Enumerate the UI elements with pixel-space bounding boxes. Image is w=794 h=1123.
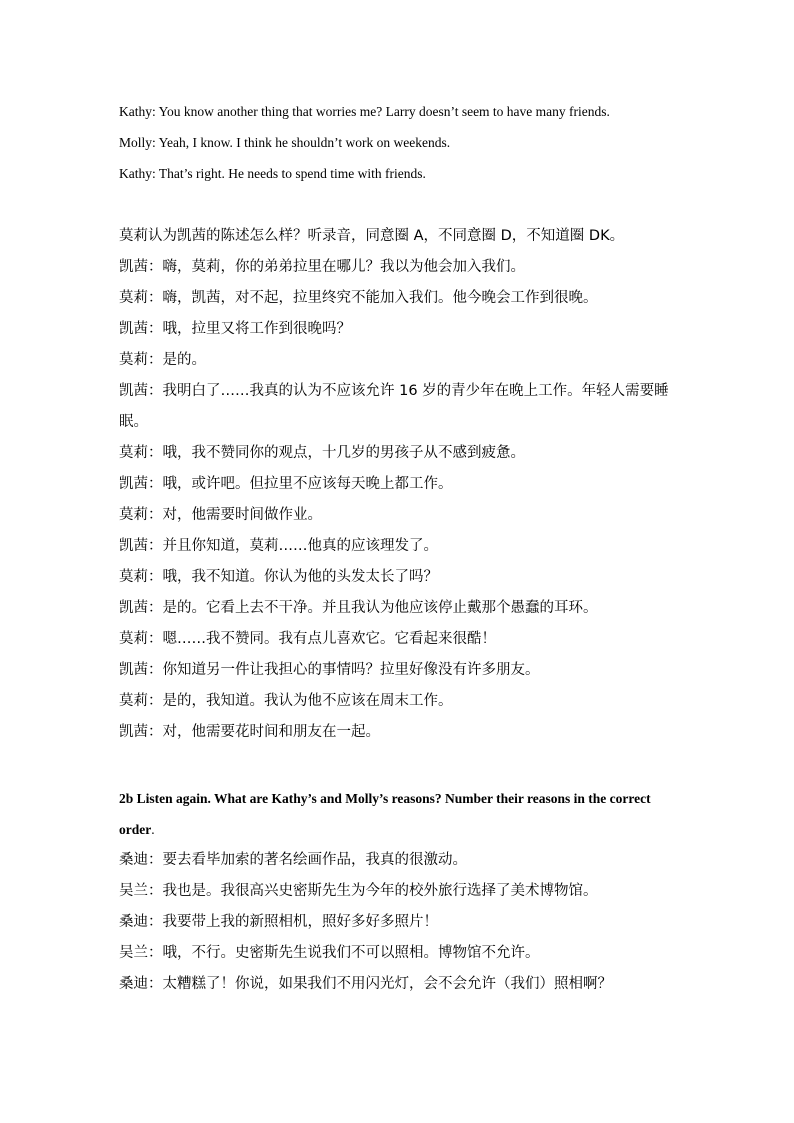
translation-line: 凯茜：哦，拉里又将工作到很晚吗？	[119, 321, 351, 337]
translation-line: 桑迪：要去看毕加索的著名绘画作品，我真的很激动。	[119, 852, 467, 868]
translation-line: 莫莉：是的，我知道。我认为他不应该在周末工作。	[119, 693, 453, 709]
section-heading-text: 2b Listen again. What are Kathy’s and Molly’s reasons? Number their reasons in the correct order	[119, 791, 651, 837]
chinese-translation-2	[119, 845, 679, 1000]
dialogue-line	[119, 127, 679, 158]
english-dialogue	[119, 96, 679, 189]
translation-line: 莫莉：哦，我不知道。你认为他的头发太长了吗？	[119, 569, 438, 585]
translation-line: 凯茜：并且你知道，莫莉……他真的应该理发了。	[119, 538, 438, 554]
dialogue-text: That’s right. He needs to spend time with friends.	[158, 166, 426, 181]
translation-line: 凯茜：我明白了……我真的认为不应该允许 16 岁的青少年在晚上工作。年轻人需要睡眠。	[119, 383, 669, 430]
translation-line: 莫莉：对，他需要时间做作业。	[119, 507, 322, 523]
translation-line: 莫莉认为凯茜的陈述怎么样？听录音，同意圈 A，不同意圈 D，不知道圈 DK。	[119, 228, 625, 244]
translation-line: 莫莉：嗨，凯茜，对不起，拉里终究不能加入我们。他今晚会工作到很晚。	[119, 290, 598, 306]
section-2b-heading	[119, 783, 679, 845]
translation-line: 吴兰：我也是。我很高兴史密斯先生为今年的校外旅行选择了美术博物馆。	[119, 883, 598, 899]
translation-line: 莫莉：嗯……我不赞同。我有点儿喜欢它。它看起来很酷！	[119, 631, 496, 647]
translation-line: 凯茜：对，他需要花时间和朋友在一起。	[119, 724, 380, 740]
dialogue-line	[119, 96, 679, 127]
dialogue-text: Yeah, I know. I think he shouldn’t work on weekends.	[158, 135, 451, 150]
dialogue-line	[119, 158, 679, 189]
translation-line: 吴兰：哦，不行。史密斯先生说我们不可以照相。博物馆不允许。	[119, 945, 540, 961]
translation-line: 凯茜：是的。它看上去不干净。并且我认为他应该停止戴那个愚蠢的耳环。	[119, 600, 598, 616]
dialogue-text: You know another thing that worries me? Larry doesn’t seem to have many friends.	[158, 104, 610, 119]
section-heading-period: .	[151, 822, 155, 837]
chinese-translation	[119, 221, 679, 748]
speaker-label: Kathy:	[119, 104, 156, 119]
translation-line: 凯茜：你知道另一件让我担心的事情吗？拉里好像没有许多朋友。	[119, 662, 540, 678]
speaker-label: Kathy:	[119, 166, 156, 181]
translation-line: 莫莉：哦，我不赞同你的观点，十几岁的男孩子从不感到疲惫。	[119, 445, 525, 461]
translation-line: 凯茜：哦，或许吧。但拉里不应该每天晚上都工作。	[119, 476, 453, 492]
speaker-label: Molly:	[119, 135, 156, 150]
translation-line: 凯茜：嗨，莫莉，你的弟弟拉里在哪儿？我以为他会加入我们。	[119, 259, 525, 275]
translation-line: 莫莉：是的。	[119, 352, 206, 368]
translation-line: 桑迪：太糟糕了！你说，如果我们不用闪光灯，会不会允许（我们）照相啊？	[119, 976, 612, 992]
translation-line: 桑迪：我要带上我的新照相机，照好多好多照片！	[119, 914, 438, 930]
